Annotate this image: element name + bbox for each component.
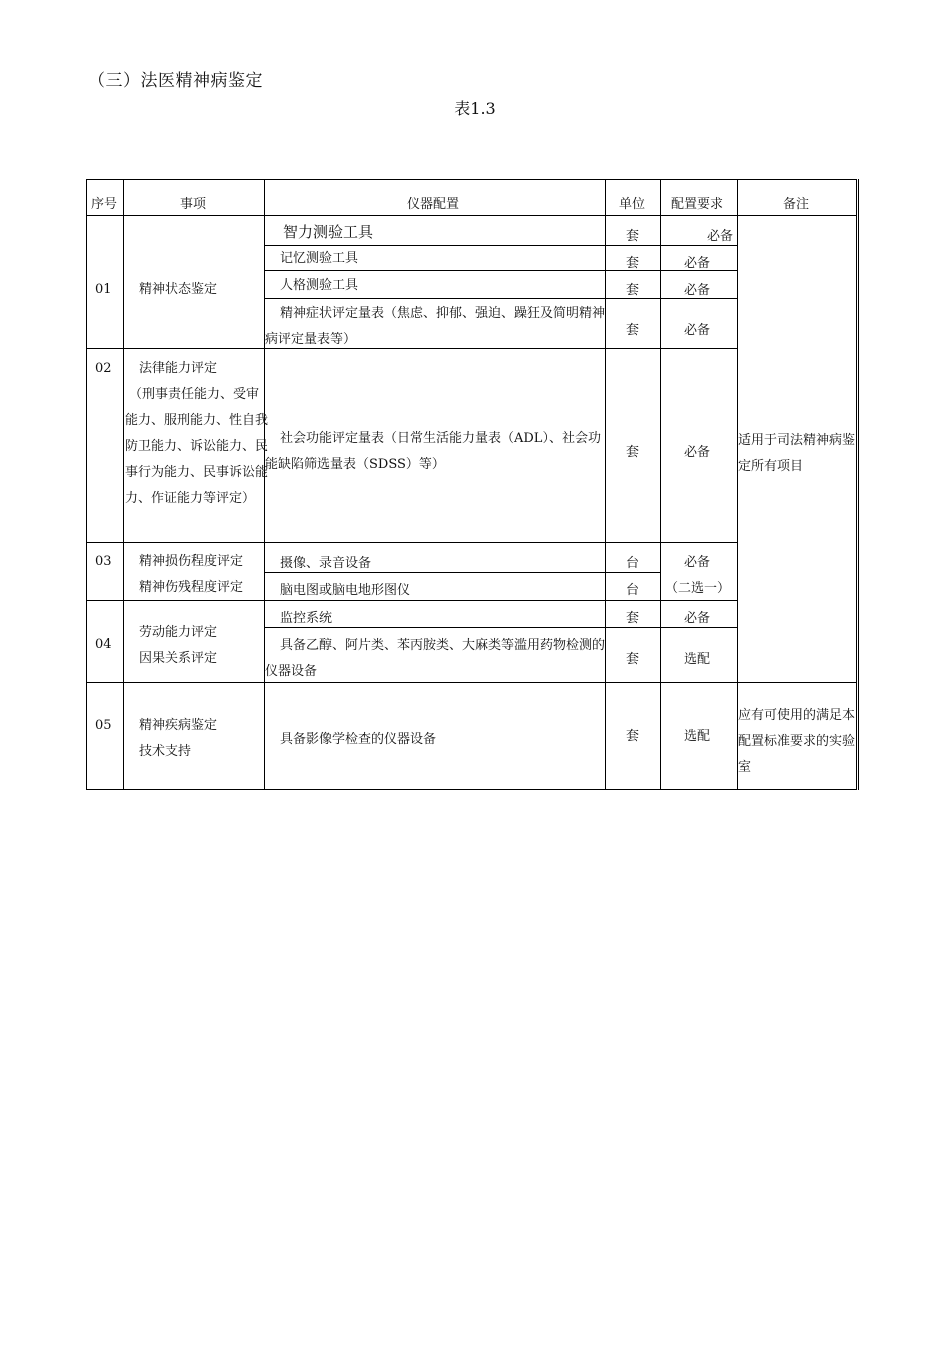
row-01-unit-4: 套: [626, 323, 640, 338]
row-02-item-title: 法律能力评定: [139, 361, 218, 376]
row-02-seq: 02: [95, 361, 112, 376]
row-01-req-4: 必备: [684, 323, 711, 338]
row-01-req-1: 必备: [707, 229, 734, 244]
shared-note: 适用于司法精神病鉴定所有项目: [738, 433, 856, 474]
col-line: [605, 180, 606, 789]
row-04-config-2: 具备乙醇、阿片类、苯丙胺类、大麻类等滥用药物检测的仪器设备: [265, 638, 606, 679]
row-02-unit: 套: [626, 445, 640, 460]
row-line: [87, 542, 738, 543]
row-01-config-2: 记忆测验工具: [280, 251, 359, 266]
section-heading: （三）法医精神病鉴定: [88, 71, 263, 91]
equipment-table: [86, 179, 857, 790]
row-04-req-1: 必备: [684, 611, 711, 626]
row-04-item-1: 劳动能力评定: [139, 625, 218, 640]
col-line: [123, 180, 124, 789]
row-05-note: 应有可使用的满足本配置标准要求的实验室: [738, 708, 856, 775]
col-line: [737, 180, 738, 789]
row-01-seq: 01: [95, 282, 112, 297]
row-05-item-2: 技术支持: [139, 744, 192, 759]
row-01-config-1: 智力测验工具: [283, 223, 374, 241]
row-03-req-1: 必备: [684, 555, 711, 570]
col-line: [660, 180, 661, 789]
row-02-req: 必备: [684, 445, 711, 460]
table-caption: 表1.3: [454, 99, 496, 118]
header-config: 仪器配置: [407, 197, 460, 212]
row-05-config: 具备影像学检查的仪器设备: [280, 732, 437, 747]
row-03-req-2: （二选一）: [665, 581, 731, 596]
row-05-req: 选配: [684, 729, 711, 744]
row-01-config-3: 人格测验工具: [280, 278, 359, 293]
row-03-unit-1: 台: [626, 556, 640, 571]
row-05-item-1: 精神疾病鉴定: [139, 718, 218, 733]
header-unit: 单位: [619, 197, 646, 212]
header-req: 配置要求: [671, 197, 724, 212]
row-01-req-2: 必备: [684, 256, 711, 271]
header-note: 备注: [783, 197, 810, 212]
row-03-seq: 03: [95, 554, 112, 569]
sub-row-line: [264, 627, 738, 628]
row-02-config: 社会功能评定量表（日常生活能力量表（ADL）、社会功能缺陷筛选量表（SDSS）等）: [265, 431, 601, 472]
row-03-item-1: 精神损伤程度评定: [139, 554, 244, 569]
row-01-config-4: 精神症状评定量表（焦虑、抑郁、强迫、躁狂及简明精神病评定量表等）: [265, 306, 606, 347]
row-01-item: 精神状态鉴定: [139, 282, 218, 297]
row-04-unit-1: 套: [626, 611, 640, 626]
row-03-config-1: 摄像、录音设备: [280, 556, 372, 571]
row-04-seq: 04: [95, 637, 112, 652]
row-03-config-2: 脑电图或脑电地形图仪: [280, 583, 411, 598]
header-seq: 序号: [91, 197, 118, 212]
row-05-unit: 套: [626, 729, 640, 744]
row-01-unit-2: 套: [626, 256, 640, 271]
row-04-unit-2: 套: [626, 652, 640, 667]
row-02-item-detail: （刑事责任能力、受审能力、服刑能力、性自我防卫能力、诉讼能力、民事行为能力、民事诉讼能力、作证能力等评定）: [125, 387, 269, 506]
row-01-req-3: 必备: [684, 283, 711, 298]
row-04-req-2: 选配: [684, 652, 711, 667]
row-05-seq: 05: [95, 718, 112, 733]
row-04-config-1: 监控系统: [280, 611, 333, 626]
row-01-unit-3: 套: [626, 283, 640, 298]
row-01-unit-1: 套: [626, 229, 640, 244]
row-03-unit-2: 台: [626, 583, 640, 598]
row-04-item-2: 因果关系评定: [139, 651, 218, 666]
row-03-item-2: 精神伤残程度评定: [139, 580, 244, 595]
header-item: 事项: [180, 197, 207, 212]
